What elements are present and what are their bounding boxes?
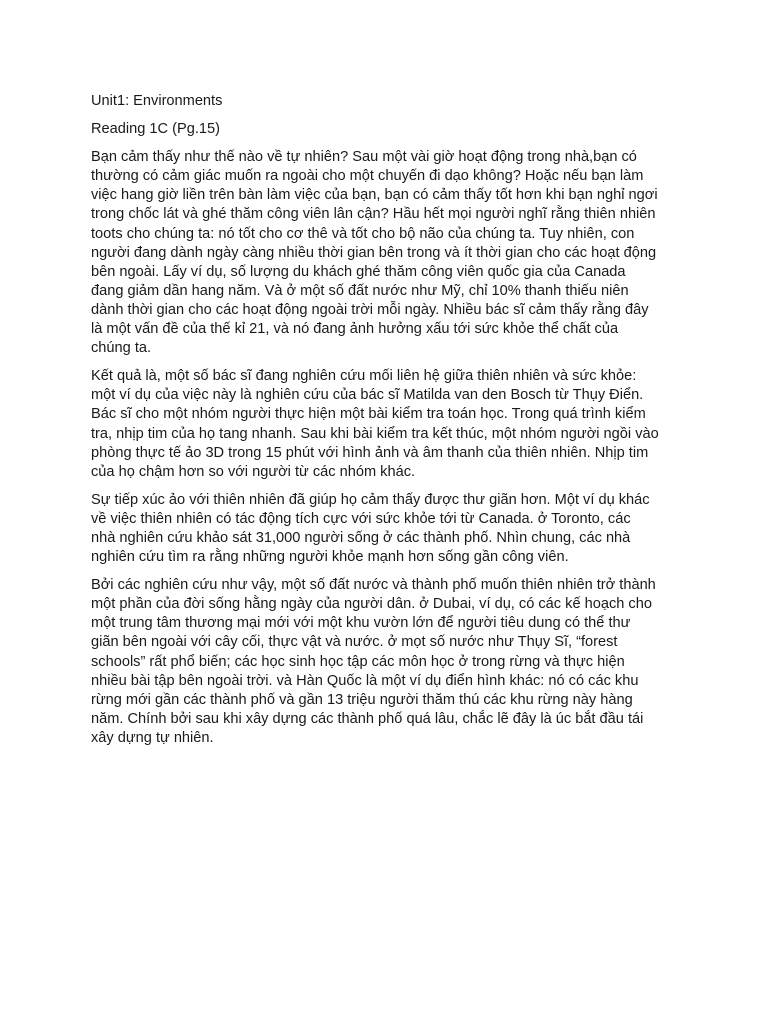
paragraph-2: Kết quả là, một số bác sĩ đang nghiên cứu mối liên hệ giữa thiên nhiên và sức khỏe: một ví dụ của việc này là nghiên cứu của bác sĩ Matilda van den Bosch từ Thụy Điển. Bác sĩ cho một nhóm người thực hiện một bài kiểm tra toán học. Trong quá trình kiểm tra, nhịp tim của họ tang nhanh. Sau khi bài kiểm tra kết thúc, một nhóm người ngồi vào phòng thực tế ảo 3D trong 15 phút với hình ảnh và âm thanh của thiên nhiên. Nhịp tim của họ chậm hơn so với người từ các nhóm khác. bbox=[91, 368, 659, 480]
paragraph-3: Sự tiếp xúc ảo với thiên nhiên đã giúp họ cảm thấy được thư giãn hơn. Một ví dụ khác về việc thiên nhiên có tác động tích cực với sức khỏe tới từ Canada. ở Toronto, các nhà nghiên cứu khảo sát 31,000 người sống ở các thành phố. Nhìn chung, các nhà nghiên cứu tìm ra rằng những người khỏe mạnh hơn sống gần công viên. bbox=[91, 491, 650, 566]
paragraph-1: Bạn cảm thấy như thế nào về tự nhiên? Sau một vài giờ hoạt động trong nhà,bạn có thường có cảm giác muốn ra ngoài cho một chuyến đi dạo không? Hoặc nếu bạn làm việc hang giờ liền trên bàn làm việc của bạn, bạn có cảm thấy tốt hơn khi bạn nghỉ ngơi trong chốc lát và ghé thăm công viên lân cận? Hầu hết mọi người nghĩ rằng thiên nhiên toots cho chúng ta: nó tốt cho cơ thê và tốt cho bộ não của chúng ta. Tuy nhiên, con người đang dành ngày càng nhiều thời gian bên trong và ít thời gian cho các hoạt động bên ngoài. Lấy ví dụ, số lượng du khách ghé thăm công viên quốc gia của Canada đang giảm dần hang năm. Và ở một số đất nước như Mỹ, chỉ 10% thanh thiếu niên dành thời gian cho các hoạt động ngoài trời mỗi ngày. Nhiều bác sĩ cảm thấy rằng đây là một vấn đề của thế kỉ 21, và nó đang ảnh hưởng xấu tới sức khỏe thể chất của chúng ta. bbox=[91, 149, 658, 357]
paragraph-4: Bởi các nghiên cứu như vậy, một số đất nước và thành phố muốn thiên nhiên trở thành một phần của đời sống hằng ngày của người dân. ở Dubai, ví dụ, có các kế hoạch cho một trung tâm thương mại mới với một khu vườn lớn để người tiêu dung có thể thư giãn bên ngoài với cây cối, thực vật và nước. ở mọt số nước như Thụy Sĩ, “forest schools” rất phổ biến; các học sinh học tập các môn học ở trong rừng và thực hiện nhiều bài tập bên ngoài trời. và Hàn Quốc là một ví dụ điển hình khác: nó có các khu rừng mới gần các thành phố và gần 13 triệu người thăm thú các khu rừng này hàng năm. Chính bởi sau khi xây dựng các thành phố quá lâu, chắc lẽ đây là úc bắt đầu tái xây dựng tự nhiên. bbox=[91, 577, 656, 746]
document-title: Unit1: Environments bbox=[91, 93, 223, 109]
document-subtitle: Reading 1C (Pg.15) bbox=[91, 121, 220, 138]
